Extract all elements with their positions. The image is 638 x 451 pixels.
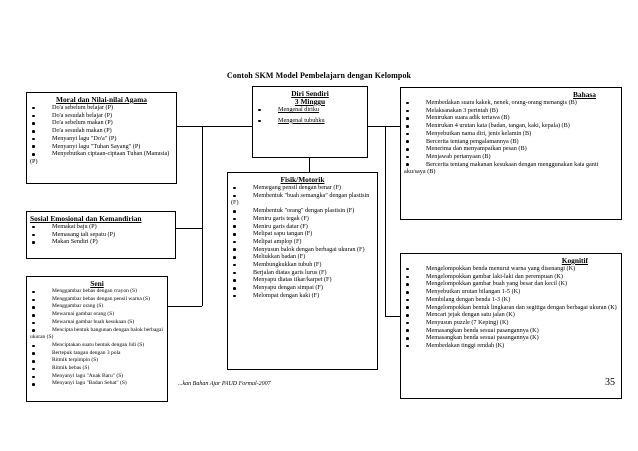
list-item: Mengelompokkan gambar buah yang besar dan kecil (K): [404, 280, 618, 288]
diri-box: [252, 86, 368, 158]
sosial-list: [30, 223, 172, 246]
seni-box: [26, 276, 168, 402]
list-item: Menyusun balok dengan berbagai ukuran (F): [231, 246, 374, 254]
list-item: Mengelompokkan gambar laki-laki dan perempuan (K): [404, 273, 618, 281]
list-item: Mengenal diriku: [256, 106, 364, 114]
list-item: Do'a sebelum makan (P): [30, 119, 173, 127]
list-item: Bercerita tentang makanan kesukaan dengan menggunakan kata ganti aku/saya (B): [404, 161, 618, 176]
diri-list: [256, 106, 364, 124]
list-item: Melipat sapu tangan (F): [231, 230, 374, 238]
fisik-list: [231, 184, 374, 300]
sosial-box: [26, 211, 176, 259]
connector-right-vertical: [385, 126, 386, 316]
list-item: Menciptakan suatu bentuk dengan lidi (S): [30, 342, 164, 350]
list-item: Menggambar orang (S): [30, 303, 164, 311]
list-item: Melipat amplop (F): [231, 238, 374, 246]
list-item: Menyusun puzzle (7 Keping) (K): [404, 319, 618, 327]
list-item: Menerima dan menyampaikan pesan (B): [404, 145, 618, 153]
list-item: Membedakan suara kakek, nenek, orang-orang menangis (B): [404, 99, 618, 107]
footer-text: ...kan Bahan Ajar PAUD Formal-2007: [178, 381, 271, 387]
connector-hub-to-diri: [202, 126, 252, 127]
kognitif-box: [400, 253, 622, 399]
list-item: Menyebutkan nama diri, jenis kelamin (B): [404, 130, 618, 138]
list-item: Melaksanakan 3 perintah (B): [404, 107, 618, 115]
moral-list: [30, 104, 173, 166]
list-item: Mengelompokkan benda menurut warna yang disenangi (K): [404, 265, 618, 273]
list-item: Meniru garis tegak (F): [231, 215, 374, 223]
list-item: Menirukan suara adik tertawa (B): [404, 114, 618, 122]
list-item: Melompat dengan kaki (F): [231, 292, 374, 300]
page-title: Contoh SKM Model Pembelajarn dengan Kelompok: [226, 71, 412, 80]
connector-hub-vertical: [202, 126, 203, 306]
list-item: Memegang pensil dengan benar (F): [231, 184, 374, 192]
list-item: Memasangkan benda sesuai pasangannya (K): [404, 334, 618, 342]
list-item: Memasangkan benda sesuai pasangannya (K): [404, 327, 618, 335]
list-item: Membungkukkan tubuh (F): [231, 261, 374, 269]
list-item: Bertepuk tangan dengan 3 pola: [30, 350, 164, 358]
connector-diri-to-fisik: [309, 158, 310, 172]
bahasa-box: [400, 87, 622, 220]
connector-diri-to-bahasa: [368, 126, 400, 127]
list-item: Membedakan tinggi rendah (K): [404, 342, 618, 350]
list-item: Do'a sesudah makan (P): [30, 127, 173, 135]
list-item: Menyanyi lagu "Do'a" (P): [30, 135, 173, 143]
fisik-box: [227, 172, 378, 370]
list-item: Do'a sesudah belajar (P): [30, 112, 173, 120]
list-item: Do'a sebelum belajar (P): [30, 104, 173, 112]
list-item: Menyapu dengan simpai (F): [231, 284, 374, 292]
list-item: Menyanyi lagu "Tuhan Sayang" (P): [30, 143, 173, 151]
page-number: 35: [605, 377, 615, 388]
list-item: Mengenal tubuhku: [256, 117, 364, 125]
list-item: Menjawab pertanyaan (B): [404, 153, 618, 161]
seni-list: [30, 288, 164, 388]
seni-title: Seni: [90, 279, 104, 288]
list-item: Menggambar bebas dengan pensil warna (S): [30, 296, 164, 304]
list-item: Membentuk "orang" dengan plastisin (F): [231, 207, 374, 215]
list-item: Menyanyi lagu "Badan Sehat" (S): [30, 380, 164, 388]
moral-box: [26, 92, 177, 184]
list-item: Meniru garis datar (F): [231, 223, 374, 231]
list-item: Menyanyi lagu "Anak Baru" (S): [30, 373, 164, 381]
list-item: Mencari jejak dengan satu jalan (K): [404, 311, 618, 319]
list-item: Memasang tali sepatu (P): [30, 231, 172, 239]
connector-sosial-to-hub: [176, 228, 202, 229]
list-item: Memakai baju (P): [30, 223, 172, 231]
list-item: Mewarnai gambar orang (S): [30, 311, 164, 319]
connector-kognitif-to-hub: [385, 316, 400, 317]
list-item: Menggambar bebas dengan crayon (S): [30, 288, 164, 296]
list-item: Membentuk "buah semangka" dengan plastisin (F): [231, 192, 374, 207]
list-item: Makan Sendiri (P): [30, 238, 172, 246]
diri-subtitle: 3 Minggu: [294, 97, 326, 106]
list-item: Berjalan diatas garis lurus (F): [231, 269, 374, 277]
sosial-title: Sosial Emosional dan Kemandirian: [30, 214, 142, 223]
list-item: Mengelompokkan bentuk lingkaran dan segitiga dengan berbagai ukuran (K): [404, 304, 618, 312]
fisik-title: Fisik/Motorik: [280, 175, 325, 184]
list-item: Ritmik terpimpin (S): [30, 357, 164, 365]
diri-title: Diri Sendiri: [291, 89, 329, 98]
list-item: Menyebutkan ciptaan-ciptaan Tuhan (Manusia) (P): [30, 150, 173, 165]
moral-title: Moral dan Nilai-nilai Agama: [56, 95, 147, 104]
list-item: Menirukan 4 urutan kata (badan, tangan, kaki, kepala) (B): [404, 122, 618, 130]
list-item: Membilang dengan benda 1-3 (K): [404, 296, 618, 304]
connector-moral-to-hub: [177, 126, 202, 127]
bahasa-title: Bahasa: [572, 90, 596, 99]
list-item: Menyapu diatas tikar/karpet (F): [231, 276, 374, 284]
connector-seni-to-hub: [168, 306, 202, 307]
list-item: Menyebutkan urutan bilangan 1-5 (K): [404, 288, 618, 296]
list-item: Mewarnai gambar buah kesukaan (S): [30, 319, 164, 327]
list-item: Bercerita tentang pengalamannya (B): [404, 138, 618, 146]
kognitif-title: Kognitif: [561, 256, 588, 265]
kognitif-list: [404, 265, 618, 350]
bahasa-list: [404, 99, 618, 176]
list-item: Meliukkan badan (F): [231, 253, 374, 261]
list-item: Ritmik bebas (S): [30, 365, 164, 373]
list-item: Mencipta bentuk bangunan dengan balok berbagai ukuran (S): [30, 326, 164, 341]
